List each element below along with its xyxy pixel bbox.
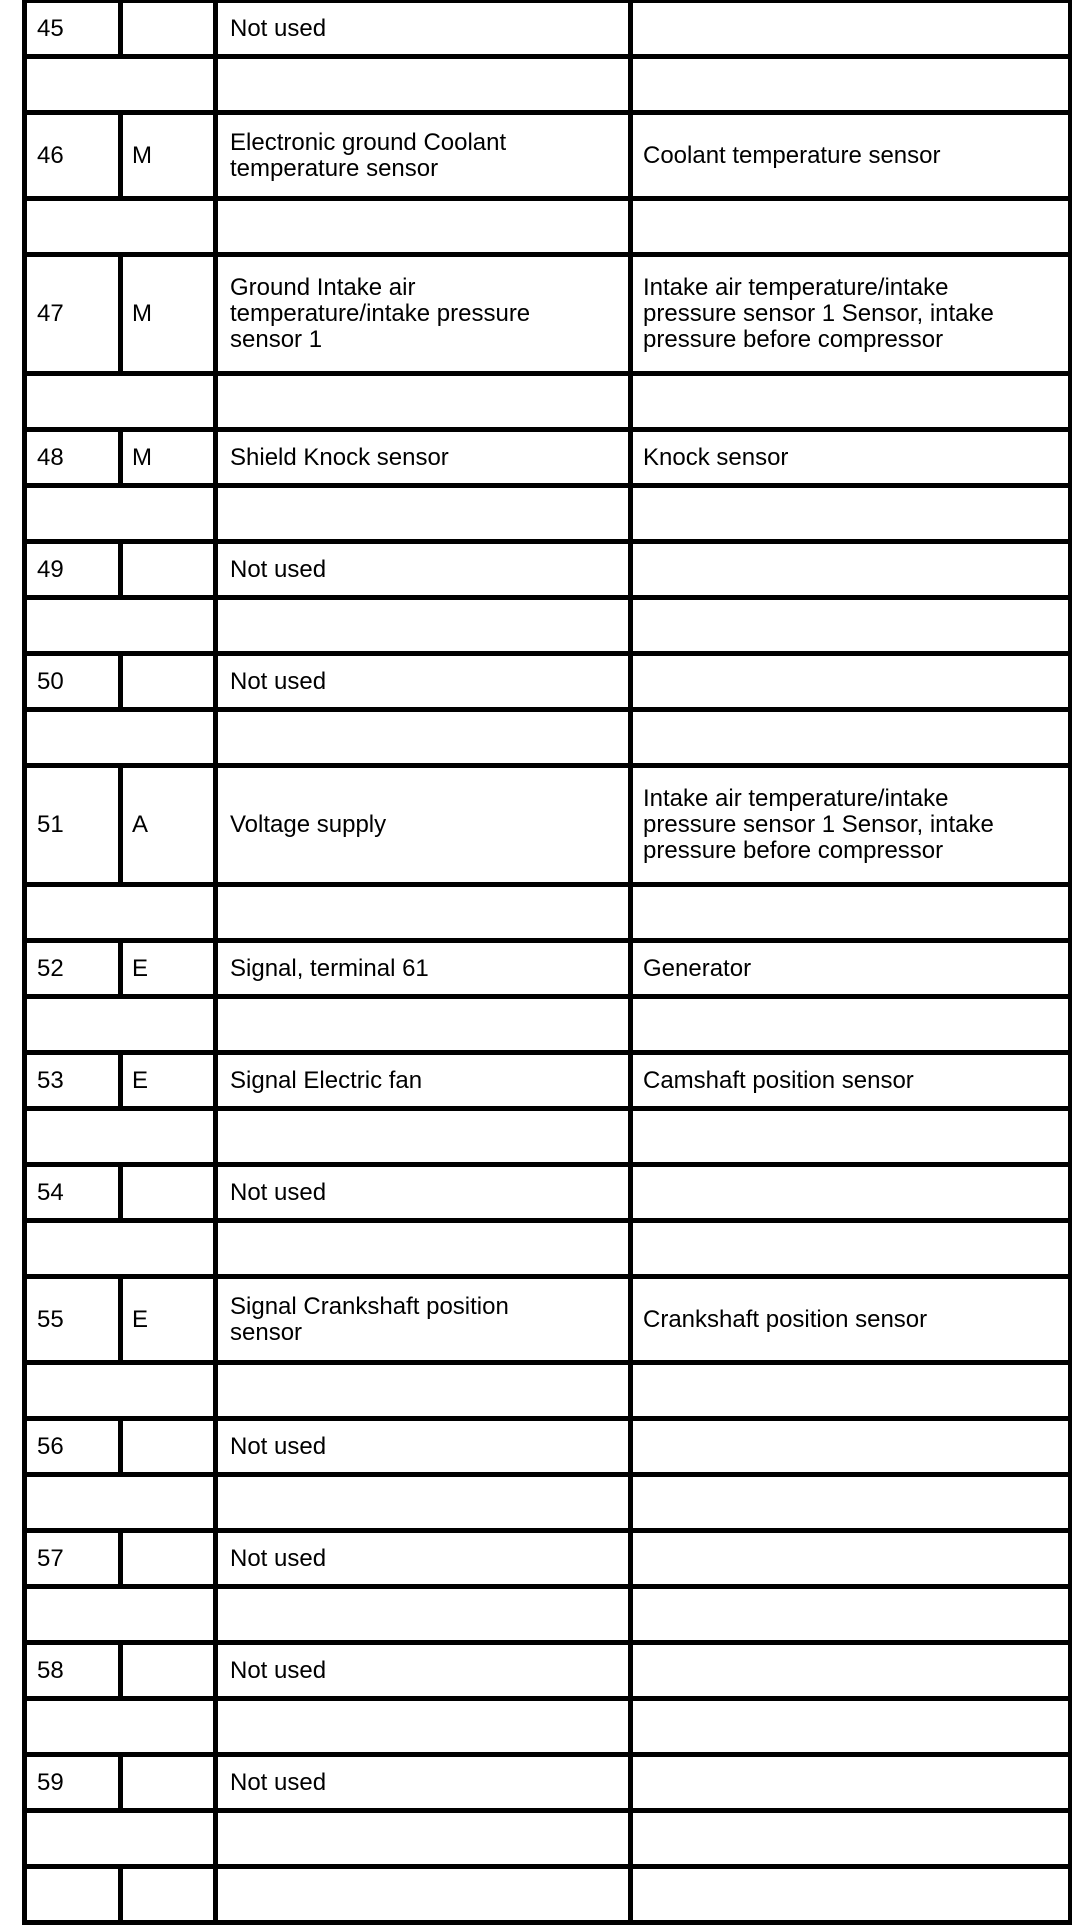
description-line: Not used xyxy=(230,667,327,695)
pin-number-cell: 53 xyxy=(27,1055,123,1106)
description-lines xyxy=(230,1658,326,1684)
table-row xyxy=(27,115,1068,201)
component-cell xyxy=(633,1869,1064,1920)
spacer-row xyxy=(27,1589,1068,1645)
table-row xyxy=(27,1533,1068,1589)
spacer-component-cell xyxy=(633,999,1064,1050)
spacer-merged-cell xyxy=(27,1813,218,1864)
pin-type-cell: M xyxy=(123,432,218,483)
pin-number-cell: 47 xyxy=(27,257,123,371)
spacer-row xyxy=(27,887,1068,943)
spacer-merged-cell xyxy=(27,999,218,1050)
description-line: Ground Intake air xyxy=(230,274,416,301)
spacer-merged-cell xyxy=(27,488,218,539)
spacer-merged-cell xyxy=(27,712,218,763)
description-lines xyxy=(230,1770,326,1796)
pin-number-cell: 55 xyxy=(27,1279,123,1360)
pin-description-cell xyxy=(218,3,633,54)
table-row xyxy=(27,1869,1068,1925)
spacer-description-cell xyxy=(218,59,633,110)
spacer-merged-cell xyxy=(27,59,218,110)
spacer-row xyxy=(27,1701,1068,1757)
pin-type-cell: E xyxy=(123,943,218,994)
pin-description-cell xyxy=(218,1279,633,1360)
component-line: Generator xyxy=(643,954,752,982)
pin-type-cell xyxy=(123,544,218,595)
pin-number-cell: 46 xyxy=(27,115,123,196)
pin-description-cell xyxy=(218,1167,633,1218)
pin-type-cell: E xyxy=(123,1055,218,1106)
spacer-description-cell xyxy=(218,1813,633,1864)
description-line: Shield Knock sensor xyxy=(230,443,449,471)
spacer-description-cell xyxy=(218,1701,633,1752)
pin-description-cell xyxy=(218,1757,633,1808)
spacer-merged-cell xyxy=(27,1589,218,1640)
component-lines xyxy=(643,445,788,471)
component-cell xyxy=(633,257,1064,371)
pin-type-cell xyxy=(123,1757,218,1808)
spacer-description-cell xyxy=(218,1111,633,1162)
pin-number-cell: 49 xyxy=(27,544,123,595)
component-cell xyxy=(633,1279,1064,1360)
table-row xyxy=(27,3,1068,59)
pin-description-cell xyxy=(218,1421,633,1472)
component-cell xyxy=(633,115,1064,196)
spacer-component-cell xyxy=(633,1701,1064,1752)
spacer-row xyxy=(27,1223,1068,1279)
description-lines xyxy=(230,1546,326,1572)
spacer-row xyxy=(27,201,1068,257)
component-cell xyxy=(633,1421,1064,1472)
table-row xyxy=(27,1167,1068,1223)
spacer-component-cell xyxy=(633,1589,1064,1640)
spacer-component-cell xyxy=(633,201,1064,252)
component-cell xyxy=(633,1055,1064,1106)
component-line: Camshaft position sensor xyxy=(643,1066,914,1094)
spacer-description-cell xyxy=(218,488,633,539)
table-row xyxy=(27,1645,1068,1701)
component-cell xyxy=(633,1645,1064,1696)
spacer-component-cell xyxy=(633,1477,1064,1528)
table-row xyxy=(27,768,1068,887)
spacer-description-cell xyxy=(218,376,633,427)
component-line: pressure sensor 1 Sensor, intake xyxy=(643,300,994,327)
spacer-merged-cell xyxy=(27,1477,218,1528)
description-line: Not used xyxy=(230,1656,327,1684)
description-lines xyxy=(230,812,386,838)
pin-type-cell: M xyxy=(123,257,218,371)
pin-type-cell xyxy=(123,1167,218,1218)
pin-number-cell: 56 xyxy=(27,1421,123,1472)
component-line: pressure before compressor xyxy=(643,837,944,864)
pin-type-cell xyxy=(123,3,218,54)
spacer-description-cell xyxy=(218,201,633,252)
table-row xyxy=(27,1055,1068,1111)
component-cell xyxy=(633,1533,1064,1584)
pin-assignment-table xyxy=(22,0,1072,1925)
component-line: pressure sensor 1 Sensor, intake xyxy=(643,811,994,838)
spacer-merged-cell xyxy=(27,1111,218,1162)
spacer-row xyxy=(27,488,1068,544)
pin-number-cell: 45 xyxy=(27,3,123,54)
pin-type-cell: A xyxy=(123,768,218,882)
spacer-description-cell xyxy=(218,1223,633,1274)
spacer-row xyxy=(27,59,1068,115)
description-lines xyxy=(230,669,326,695)
table-row xyxy=(27,257,1068,376)
pin-number-cell: 59 xyxy=(27,1757,123,1808)
component-line: Intake air temperature/intake xyxy=(643,785,949,812)
spacer-row xyxy=(27,376,1068,432)
spacer-description-cell xyxy=(218,1365,633,1416)
spacer-merged-cell xyxy=(27,376,218,427)
description-line: Not used xyxy=(230,1432,327,1460)
component-lines xyxy=(643,956,751,982)
pin-type-cell: M xyxy=(123,115,218,196)
pin-description-cell xyxy=(218,544,633,595)
description-line: Not used xyxy=(230,14,327,42)
table-row xyxy=(27,1757,1068,1813)
spacer-row xyxy=(27,1111,1068,1167)
pin-number-cell: 48 xyxy=(27,432,123,483)
description-line: Signal Crankshaft position xyxy=(230,1292,509,1320)
description-line: Not used xyxy=(230,555,327,583)
spacer-description-cell xyxy=(218,600,633,651)
spacer-description-cell xyxy=(218,999,633,1050)
spacer-description-cell xyxy=(218,1477,633,1528)
component-line: Knock sensor xyxy=(643,443,789,471)
spacer-merged-cell xyxy=(27,201,218,252)
pin-type-cell xyxy=(123,656,218,707)
pin-description-cell xyxy=(218,115,633,196)
description-line: Voltage supply xyxy=(230,811,387,838)
spacer-merged-cell xyxy=(27,887,218,938)
pin-type-cell xyxy=(123,1533,218,1584)
description-line: sensor xyxy=(230,1318,303,1346)
component-cell xyxy=(633,768,1064,882)
pin-type-cell xyxy=(123,1645,218,1696)
pin-number-cell: 50 xyxy=(27,656,123,707)
description-line: sensor 1 xyxy=(230,326,323,353)
component-lines xyxy=(643,1068,914,1094)
pin-description-cell xyxy=(218,1869,633,1920)
description-lines xyxy=(230,1068,422,1094)
pin-number-cell: 57 xyxy=(27,1533,123,1584)
component-cell xyxy=(633,1167,1064,1218)
description-line: Electronic ground Coolant xyxy=(230,128,507,156)
spacer-component-cell xyxy=(633,1813,1064,1864)
component-cell xyxy=(633,1757,1064,1808)
table-row xyxy=(27,544,1068,600)
description-lines xyxy=(230,1294,509,1346)
spacer-component-cell xyxy=(633,712,1064,763)
description-line: temperature/intake pressure xyxy=(230,300,531,327)
component-cell xyxy=(633,432,1064,483)
spacer-component-cell xyxy=(633,1111,1064,1162)
pin-number-cell: 52 xyxy=(27,943,123,994)
description-lines xyxy=(230,130,506,182)
spacer-component-cell xyxy=(633,376,1064,427)
spacer-component-cell xyxy=(633,600,1064,651)
spacer-row xyxy=(27,999,1068,1055)
pin-number-cell: 54 xyxy=(27,1167,123,1218)
description-line: Not used xyxy=(230,1178,327,1206)
component-cell xyxy=(633,656,1064,707)
spacer-component-cell xyxy=(633,488,1064,539)
table-row xyxy=(27,656,1068,712)
pin-type-cell xyxy=(123,1421,218,1472)
spacer-row xyxy=(27,1365,1068,1421)
spacer-merged-cell xyxy=(27,1223,218,1274)
spacer-component-cell xyxy=(633,887,1064,938)
component-lines xyxy=(643,786,994,864)
description-lines xyxy=(230,275,530,353)
spacer-description-cell xyxy=(218,712,633,763)
description-line: temperature sensor xyxy=(230,154,439,182)
component-line: Crankshaft position sensor xyxy=(643,1305,928,1333)
component-cell xyxy=(633,544,1064,595)
table-row xyxy=(27,1279,1068,1365)
spacer-description-cell xyxy=(218,1589,633,1640)
pin-description-cell xyxy=(218,768,633,882)
pin-description-cell xyxy=(218,257,633,371)
table-row xyxy=(27,432,1068,488)
description-line: Not used xyxy=(230,1768,327,1796)
description-line: Signal Electric fan xyxy=(230,1066,423,1094)
pin-type-cell xyxy=(123,1869,218,1920)
description-lines xyxy=(230,557,326,583)
pin-description-cell xyxy=(218,1055,633,1106)
component-lines xyxy=(643,143,941,169)
pin-description-cell xyxy=(218,1645,633,1696)
spacer-row xyxy=(27,712,1068,768)
pin-number-cell xyxy=(27,1869,123,1920)
pin-number-cell: 58 xyxy=(27,1645,123,1696)
pin-description-cell xyxy=(218,432,633,483)
component-line: Intake air temperature/intake xyxy=(643,274,949,301)
description-lines xyxy=(230,16,326,42)
spacer-row xyxy=(27,1477,1068,1533)
component-cell xyxy=(633,943,1064,994)
pin-description-cell xyxy=(218,943,633,994)
spacer-merged-cell xyxy=(27,1365,218,1416)
spacer-description-cell xyxy=(218,887,633,938)
spacer-row xyxy=(27,600,1068,656)
spacer-row xyxy=(27,1813,1068,1869)
pin-description-cell xyxy=(218,1533,633,1584)
spacer-merged-cell xyxy=(27,600,218,651)
component-lines xyxy=(643,1307,927,1333)
pin-number-cell: 51 xyxy=(27,768,123,882)
component-line: pressure before compressor xyxy=(643,326,944,353)
spacer-merged-cell xyxy=(27,1701,218,1752)
description-lines xyxy=(230,956,429,982)
description-line: Not used xyxy=(230,1544,327,1572)
description-lines xyxy=(230,445,449,471)
description-line: Signal, terminal 61 xyxy=(230,954,429,982)
component-cell xyxy=(633,3,1064,54)
spacer-component-cell xyxy=(633,59,1064,110)
description-lines xyxy=(230,1180,326,1206)
spacer-component-cell xyxy=(633,1223,1064,1274)
pin-description-cell xyxy=(218,656,633,707)
component-lines xyxy=(643,275,994,353)
table-row xyxy=(27,943,1068,999)
description-lines xyxy=(230,1434,326,1460)
table-row xyxy=(27,1421,1068,1477)
spacer-component-cell xyxy=(633,1365,1064,1416)
component-line: Coolant temperature sensor xyxy=(643,141,941,169)
pin-type-cell: E xyxy=(123,1279,218,1360)
